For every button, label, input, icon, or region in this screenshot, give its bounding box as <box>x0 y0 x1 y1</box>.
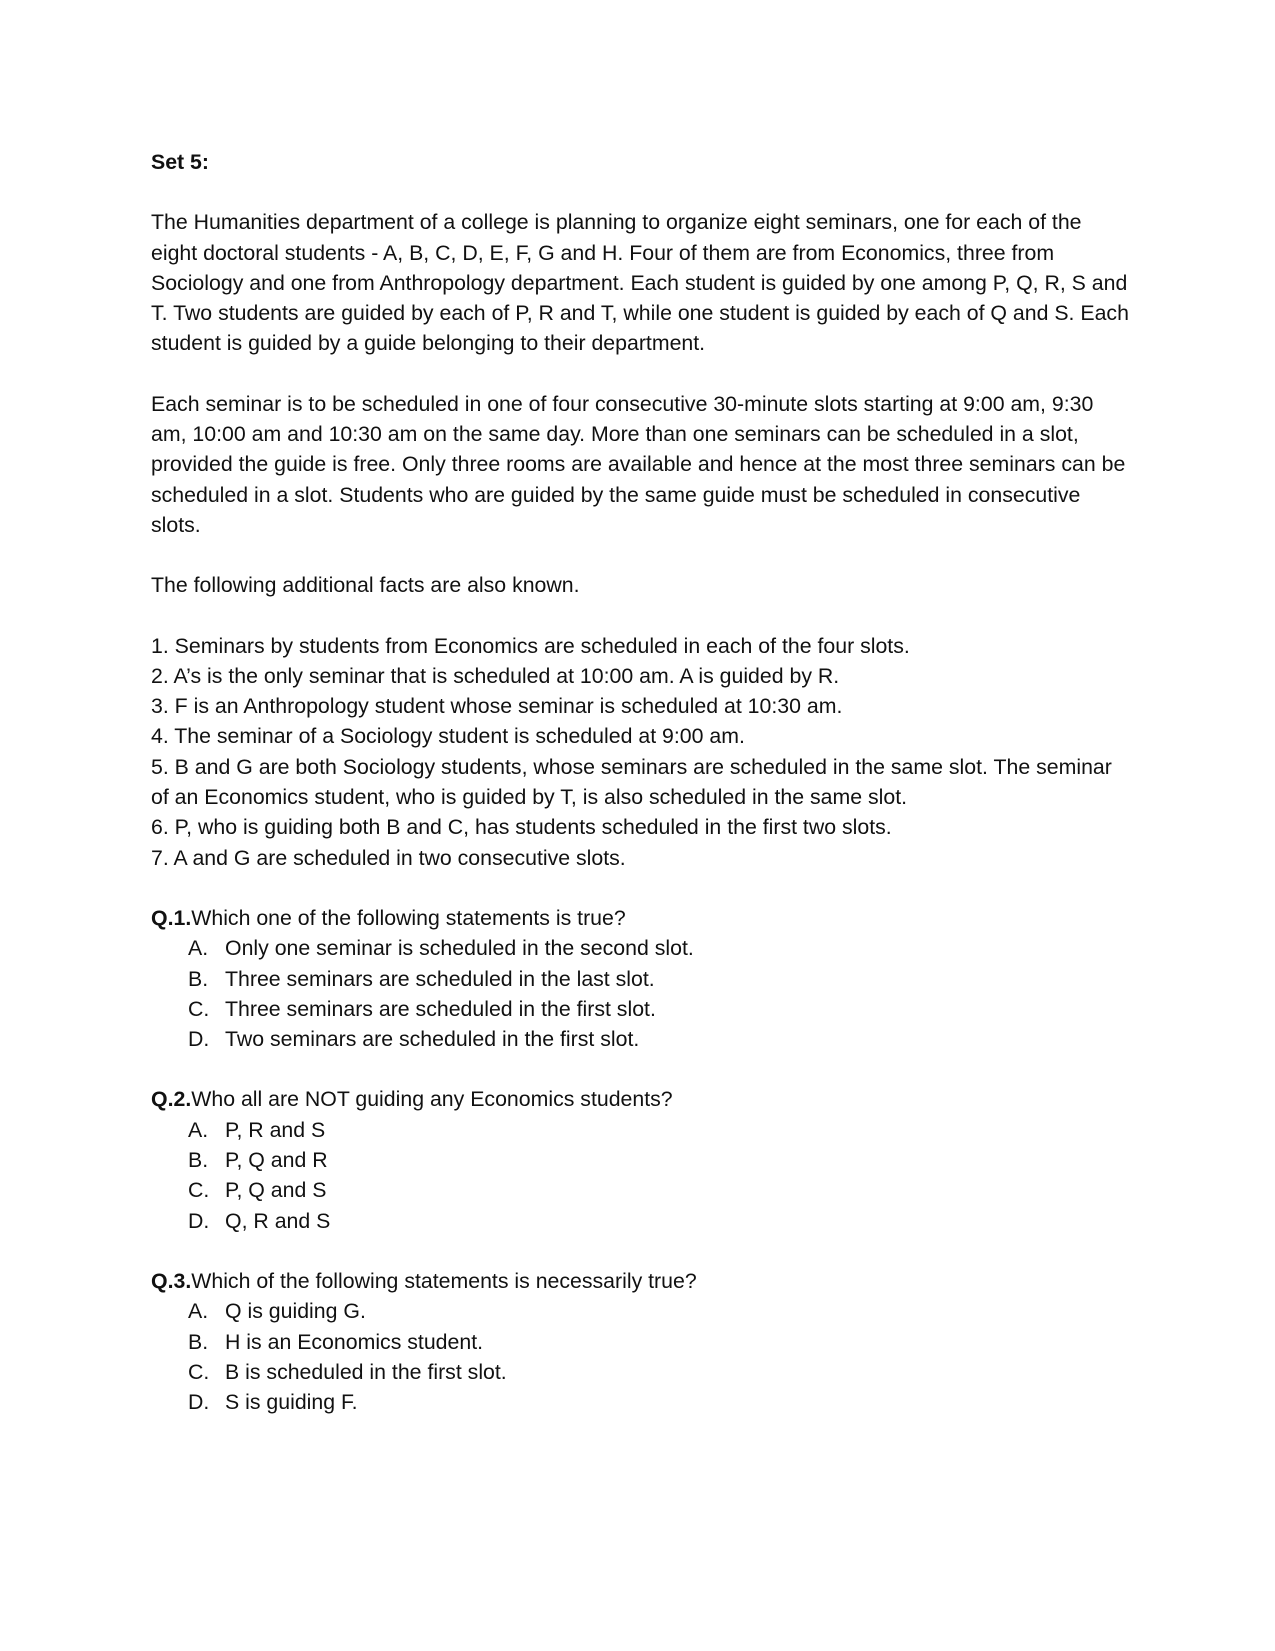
option-d <box>151 1387 1131 1417</box>
option-list <box>151 1115 1131 1236</box>
option-text: P, Q and S <box>225 1178 327 1203</box>
question-stem <box>151 1266 1131 1296</box>
option-d <box>151 1024 1131 1054</box>
option-c <box>151 1175 1131 1205</box>
fact-item: 4. The seminar of a Sociology student is scheduled at 9:00 am. <box>151 724 745 749</box>
option-letter: D. <box>188 1208 210 1233</box>
intro-paragraph: The Humanities department of a college is planning to organize eight seminars, one for each of the eight doctoral students - A, B, C, D, E, F, G and H. Four of them are from Economics, three from Sociology and one from Anthropology department. Each student is guided by one among P, Q, R, S and T. Two students are guided by each of P, R and T, while one student is guided by each of Q and S. Each student is guided by a guide belonging to their department. <box>151 210 1129 356</box>
option-text: Two seminars are scheduled in the first slot. <box>225 1027 640 1052</box>
fact-item: 1. Seminars by students from Economics are scheduled in each of the four slots. <box>151 633 910 658</box>
question-stem <box>151 1084 1131 1114</box>
option-b <box>151 1327 1131 1357</box>
option-list <box>151 933 1131 1054</box>
question-2 <box>151 1084 1131 1235</box>
option-letter: B. <box>188 1329 209 1354</box>
option-c <box>151 1357 1131 1387</box>
set-title: Set 5: <box>151 150 209 174</box>
option-text: B is scheduled in the first slot. <box>225 1359 507 1384</box>
option-letter: C. <box>188 1359 210 1384</box>
option-a <box>151 1115 1131 1145</box>
option-letter: A. <box>188 936 209 961</box>
fact-item: 5. B and G are both Sociology students, whose seminars are scheduled in the same slot. The seminar of an Economics student, who is guided by T, is also scheduled in the same slot. <box>151 754 1112 810</box>
option-text: S is guiding F. <box>225 1390 358 1415</box>
option-c <box>151 994 1131 1024</box>
option-text: Only one seminar is scheduled in the second slot. <box>225 936 694 961</box>
option-text: Three seminars are scheduled in the last slot. <box>225 966 655 991</box>
schedule-paragraph: Each seminar is to be scheduled in one of four consecutive 30-minute slots starting at 9:00 am, 9:30 am, 10:00 am and 10:30 am on the same day. More than one seminars can be scheduled in a slot, provided the guide is free. Only three rooms are available and hence at the most three seminars can be scheduled in a slot. Students who are guided by the same guide must be scheduled in consecutive slots. <box>151 391 1126 537</box>
option-letter: B. <box>188 1148 209 1173</box>
option-text: P, R and S <box>225 1117 326 1142</box>
question-text: Who all are NOT guiding any Economics students? <box>191 1087 673 1112</box>
option-d <box>151 1206 1131 1236</box>
question-text: Which one of the following statements is true? <box>191 905 626 930</box>
facts-intro-paragraph: The following additional facts are also known. <box>151 573 580 598</box>
question-number: Q.2. <box>151 1087 192 1112</box>
question-number: Q.3. <box>151 1268 192 1293</box>
question-1 <box>151 903 1131 1054</box>
option-letter: C. <box>188 1178 210 1203</box>
option-text: P, Q and R <box>225 1148 328 1173</box>
option-b <box>151 1145 1131 1175</box>
option-b <box>151 964 1131 994</box>
option-a <box>151 1296 1131 1326</box>
fact-item: 7. A and G are scheduled in two consecutive slots. <box>151 845 626 870</box>
option-letter: C. <box>188 996 210 1021</box>
fact-item: 6. P, who is guiding both B and C, has students scheduled in the first two slots. <box>151 815 892 840</box>
option-text: Three seminars are scheduled in the first slot. <box>225 996 656 1021</box>
question-number: Q.1. <box>151 905 192 930</box>
option-letter: A. <box>188 1299 209 1324</box>
option-letter: D. <box>188 1027 210 1052</box>
option-letter: D. <box>188 1390 210 1415</box>
option-text: H is an Economics student. <box>225 1329 484 1354</box>
option-text: Q, R and S <box>225 1208 331 1233</box>
facts-list <box>151 631 1131 873</box>
question-text: Which of the following statements is necessarily true? <box>191 1268 697 1293</box>
option-letter: B. <box>188 966 209 991</box>
option-text: Q is guiding G. <box>225 1299 366 1324</box>
option-a <box>151 933 1131 963</box>
document-page <box>151 147 1131 1447</box>
fact-item: 3. F is an Anthropology student whose seminar is scheduled at 10:30 am. <box>151 694 843 719</box>
option-letter: A. <box>188 1117 209 1142</box>
fact-item: 2. A’s is the only seminar that is scheduled at 10:00 am. A is guided by R. <box>151 663 840 688</box>
option-list <box>151 1296 1131 1417</box>
question-stem <box>151 903 1131 933</box>
question-3 <box>151 1266 1131 1417</box>
